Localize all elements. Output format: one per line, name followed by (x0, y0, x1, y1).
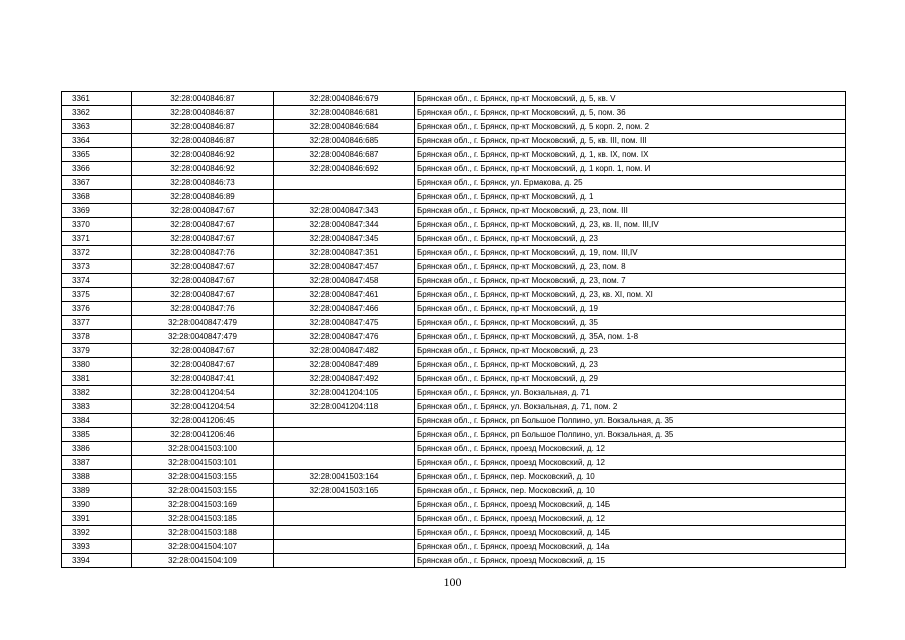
object-cadastral-number-cell (274, 540, 415, 554)
row-number-cell: 3371 (62, 232, 132, 246)
address-cell: Брянская обл., г. Брянск, пр-кт Московский, д. 35А, пом. 1-8 (415, 330, 846, 344)
row-number-cell: 3379 (62, 344, 132, 358)
address-cell: Брянская обл., г. Брянск, пр-кт Московский, д. 29 (415, 372, 846, 386)
row-number-cell: 3387 (62, 456, 132, 470)
land-parcel-number-cell: 32:28:0040847:41 (132, 372, 274, 386)
object-cadastral-number-cell: 32:28:0040847:345 (274, 232, 415, 246)
address-cell: Брянская обл., г. Брянск, пр-кт Московский, д. 35 (415, 316, 846, 330)
address-cell: Брянская обл., г. Брянск, проезд Московский, д. 15 (415, 554, 846, 568)
land-parcel-number-cell: 32:28:0040847:67 (132, 218, 274, 232)
address-cell: Брянская обл., г. Брянск, ул. Вокзальная, д. 71 (415, 386, 846, 400)
address-cell: Брянская обл., г. Брянск, пр-кт Московский, д. 23, кв. XI, пом. XI (415, 288, 846, 302)
table-row (62, 260, 846, 274)
object-cadastral-number-cell: 32:28:0040847:492 (274, 372, 415, 386)
table-row (62, 92, 846, 106)
object-cadastral-number-cell: 32:28:0040846:687 (274, 148, 415, 162)
table-row (62, 386, 846, 400)
address-cell: Брянская обл., г. Брянск, проезд Московский, д. 14Б (415, 526, 846, 540)
object-cadastral-number-cell (274, 498, 415, 512)
table-row (62, 554, 846, 568)
land-parcel-number-cell: 32:28:0041503:155 (132, 470, 274, 484)
land-parcel-number-cell: 32:28:0040847:76 (132, 246, 274, 260)
land-parcel-number-cell: 32:28:0040846:87 (132, 92, 274, 106)
land-parcel-number-cell: 32:28:0041206:45 (132, 414, 274, 428)
address-cell: Брянская обл., г. Брянск, пр-кт Московский, д. 19 (415, 302, 846, 316)
address-cell: Брянская обл., г. Брянск, пр-кт Московский, д. 5, кв. V (415, 92, 846, 106)
table-row (62, 274, 846, 288)
row-number-cell: 3393 (62, 540, 132, 554)
table-row (62, 204, 846, 218)
object-cadastral-number-cell: 32:28:0040846:679 (274, 92, 415, 106)
object-cadastral-number-cell: 32:28:0040847:461 (274, 288, 415, 302)
row-number-cell: 3368 (62, 190, 132, 204)
row-number-cell: 3367 (62, 176, 132, 190)
address-cell: Брянская обл., г. Брянск, пр-кт Московский, д. 5 корп. 2, пом. 2 (415, 120, 846, 134)
table-row (62, 330, 846, 344)
address-cell: Брянская обл., г. Брянск, проезд Московский, д. 14Б (415, 498, 846, 512)
land-parcel-number-cell: 32:28:0040847:67 (132, 288, 274, 302)
address-cell: Брянская обл., г. Брянск, пр-кт Московский, д. 23 (415, 358, 846, 372)
table-row (62, 484, 846, 498)
table-row (62, 372, 846, 386)
address-cell: Брянская обл., г. Брянск, пр-кт Московский, д. 1 корп. 1, пом. И (415, 162, 846, 176)
object-cadastral-number-cell (274, 414, 415, 428)
address-cell: Брянская обл., г. Брянск, ул. Ермакова, д. 25 (415, 176, 846, 190)
land-parcel-number-cell: 32:28:0040847:67 (132, 260, 274, 274)
land-parcel-number-cell: 32:28:0040846:87 (132, 120, 274, 134)
table-row (62, 288, 846, 302)
row-number-cell: 3375 (62, 288, 132, 302)
land-parcel-number-cell: 32:28:0040846:73 (132, 176, 274, 190)
land-parcel-number-cell: 32:28:0040847:67 (132, 204, 274, 218)
table-row (62, 358, 846, 372)
land-parcel-number-cell: 32:28:0041503:100 (132, 442, 274, 456)
table-row (62, 218, 846, 232)
land-parcel-number-cell: 32:28:0040847:76 (132, 302, 274, 316)
land-parcel-number-cell: 32:28:0040847:67 (132, 274, 274, 288)
row-number-cell: 3388 (62, 470, 132, 484)
object-cadastral-number-cell: 32:28:0041204:118 (274, 400, 415, 414)
object-cadastral-number-cell (274, 526, 415, 540)
row-number-cell: 3384 (62, 414, 132, 428)
table-row (62, 316, 846, 330)
row-number-cell: 3392 (62, 526, 132, 540)
object-cadastral-number-cell: 32:28:0040847:476 (274, 330, 415, 344)
address-cell: Брянская обл., г. Брянск, пр-кт Московский, д. 19, пом. III,IV (415, 246, 846, 260)
object-cadastral-number-cell (274, 512, 415, 526)
land-parcel-number-cell: 32:28:0040846:87 (132, 106, 274, 120)
table-row (62, 512, 846, 526)
row-number-cell: 3382 (62, 386, 132, 400)
table-row (62, 498, 846, 512)
row-number-cell: 3370 (62, 218, 132, 232)
object-cadastral-number-cell: 32:28:0040847:482 (274, 344, 415, 358)
page-number: 100 (443, 575, 462, 589)
row-number-cell: 3361 (62, 92, 132, 106)
row-number-cell: 3390 (62, 498, 132, 512)
address-cell: Брянская обл., г. Брянск, пр-кт Московский, д. 23, пом. 8 (415, 260, 846, 274)
land-parcel-number-cell: 32:28:0040846:92 (132, 162, 274, 176)
row-number-cell: 3386 (62, 442, 132, 456)
object-cadastral-number-cell (274, 190, 415, 204)
table-row (62, 540, 846, 554)
address-cell: Брянская обл., г. Брянск, проезд Московский, д. 14а (415, 540, 846, 554)
table-row (62, 344, 846, 358)
table-row (62, 246, 846, 260)
row-number-cell: 3389 (62, 484, 132, 498)
row-number-cell: 3362 (62, 106, 132, 120)
land-parcel-number-cell: 32:28:0041503:101 (132, 456, 274, 470)
table-row (62, 428, 846, 442)
row-number-cell: 3391 (62, 512, 132, 526)
object-cadastral-number-cell (274, 428, 415, 442)
row-number-cell: 3372 (62, 246, 132, 260)
land-parcel-number-cell: 32:28:0041204:54 (132, 400, 274, 414)
object-cadastral-number-cell (274, 554, 415, 568)
address-cell: Брянская обл., г. Брянск, пр-кт Московский, д. 5, кв. III, пом. III (415, 134, 846, 148)
land-parcel-number-cell: 32:28:0040846:89 (132, 190, 274, 204)
table-row (62, 120, 846, 134)
table-row (62, 526, 846, 540)
land-parcel-number-cell: 32:28:0041504:107 (132, 540, 274, 554)
registry-table (61, 91, 846, 568)
land-parcel-number-cell: 32:28:0040847:479 (132, 330, 274, 344)
object-cadastral-number-cell: 32:28:0040847:457 (274, 260, 415, 274)
object-cadastral-number-cell: 32:28:0040847:351 (274, 246, 415, 260)
land-parcel-number-cell: 32:28:0041504:109 (132, 554, 274, 568)
address-cell: Брянская обл., г. Брянск, рп Большое Полпино, ул. Вокзальная, д. 35 (415, 414, 846, 428)
registry-table-body (62, 92, 846, 568)
table-row (62, 470, 846, 484)
row-number-cell: 3378 (62, 330, 132, 344)
object-cadastral-number-cell: 32:28:0040847:475 (274, 316, 415, 330)
table-row (62, 414, 846, 428)
land-parcel-number-cell: 32:28:0040847:67 (132, 232, 274, 246)
row-number-cell: 3381 (62, 372, 132, 386)
address-cell: Брянская обл., г. Брянск, рп Большое Полпино, ул. Вокзальная, д. 35 (415, 428, 846, 442)
address-cell: Брянская обл., г. Брянск, пр-кт Московский, д. 23 (415, 344, 846, 358)
table-row (62, 302, 846, 316)
object-cadastral-number-cell (274, 176, 415, 190)
row-number-cell: 3380 (62, 358, 132, 372)
row-number-cell: 3377 (62, 316, 132, 330)
table-row (62, 456, 846, 470)
land-parcel-number-cell: 32:28:0040847:67 (132, 344, 274, 358)
address-cell: Брянская обл., г. Брянск, проезд Московский, д. 12 (415, 456, 846, 470)
table-row (62, 176, 846, 190)
object-cadastral-number-cell: 32:28:0040846:684 (274, 120, 415, 134)
land-parcel-number-cell: 32:28:0041503:169 (132, 498, 274, 512)
land-parcel-number-cell: 32:28:0040846:87 (132, 134, 274, 148)
table-row (62, 400, 846, 414)
object-cadastral-number-cell: 32:28:0040846:681 (274, 106, 415, 120)
object-cadastral-number-cell: 32:28:0040846:685 (274, 134, 415, 148)
object-cadastral-number-cell: 32:28:0040846:692 (274, 162, 415, 176)
land-parcel-number-cell: 32:28:0041503:155 (132, 484, 274, 498)
address-cell: Брянская обл., г. Брянск, пр-кт Московский, д. 5, пом. 36 (415, 106, 846, 120)
table-row (62, 162, 846, 176)
land-parcel-number-cell: 32:28:0041204:54 (132, 386, 274, 400)
row-number-cell: 3376 (62, 302, 132, 316)
table-row (62, 106, 846, 120)
table-row (62, 442, 846, 456)
row-number-cell: 3369 (62, 204, 132, 218)
table-row (62, 148, 846, 162)
address-cell: Брянская обл., г. Брянск, ул. Вокзальная, д. 71, пом. 2 (415, 400, 846, 414)
address-cell: Брянская обл., г. Брянск, проезд Московский, д. 12 (415, 442, 846, 456)
object-cadastral-number-cell: 32:28:0040847:489 (274, 358, 415, 372)
address-cell: Брянская обл., г. Брянск, пр-кт Московский, д. 23, пом. 7 (415, 274, 846, 288)
object-cadastral-number-cell: 32:28:0040847:344 (274, 218, 415, 232)
row-number-cell: 3365 (62, 148, 132, 162)
address-cell: Брянская обл., г. Брянск, пр-кт Московский, д. 23 (415, 232, 846, 246)
row-number-cell: 3373 (62, 260, 132, 274)
land-parcel-number-cell: 32:28:0040846:92 (132, 148, 274, 162)
table-row (62, 190, 846, 204)
row-number-cell: 3394 (62, 554, 132, 568)
object-cadastral-number-cell: 32:28:0040847:343 (274, 204, 415, 218)
address-cell: Брянская обл., г. Брянск, пр-кт Московский, д. 1, кв. IX, пом. IX (415, 148, 846, 162)
land-parcel-number-cell: 32:28:0041503:188 (132, 526, 274, 540)
row-number-cell: 3374 (62, 274, 132, 288)
land-parcel-number-cell: 32:28:0041206:46 (132, 428, 274, 442)
row-number-cell: 3363 (62, 120, 132, 134)
address-cell: Брянская обл., г. Брянск, пер. Московский, д. 10 (415, 470, 846, 484)
object-cadastral-number-cell (274, 442, 415, 456)
row-number-cell: 3385 (62, 428, 132, 442)
object-cadastral-number-cell: 32:28:0040847:458 (274, 274, 415, 288)
address-cell: Брянская обл., г. Брянск, пр-кт Московский, д. 1 (415, 190, 846, 204)
land-parcel-number-cell: 32:28:0040847:479 (132, 316, 274, 330)
address-cell: Брянская обл., г. Брянск, проезд Московский, д. 12 (415, 512, 846, 526)
object-cadastral-number-cell: 32:28:0041503:165 (274, 484, 415, 498)
table-row (62, 134, 846, 148)
address-cell: Брянская обл., г. Брянск, пр-кт Московский, д. 23, кв. II, пом. III,IV (415, 218, 846, 232)
address-cell: Брянская обл., г. Брянск, пер. Московский, д. 10 (415, 484, 846, 498)
object-cadastral-number-cell (274, 456, 415, 470)
object-cadastral-number-cell: 32:28:0041503:164 (274, 470, 415, 484)
land-parcel-number-cell: 32:28:0041503:185 (132, 512, 274, 526)
row-number-cell: 3364 (62, 134, 132, 148)
address-cell: Брянская обл., г. Брянск, пр-кт Московский, д. 23, пом. III (415, 204, 846, 218)
land-parcel-number-cell: 32:28:0040847:67 (132, 358, 274, 372)
row-number-cell: 3383 (62, 400, 132, 414)
row-number-cell: 3366 (62, 162, 132, 176)
table-row (62, 232, 846, 246)
object-cadastral-number-cell: 32:28:0040847:466 (274, 302, 415, 316)
object-cadastral-number-cell: 32:28:0041204:105 (274, 386, 415, 400)
